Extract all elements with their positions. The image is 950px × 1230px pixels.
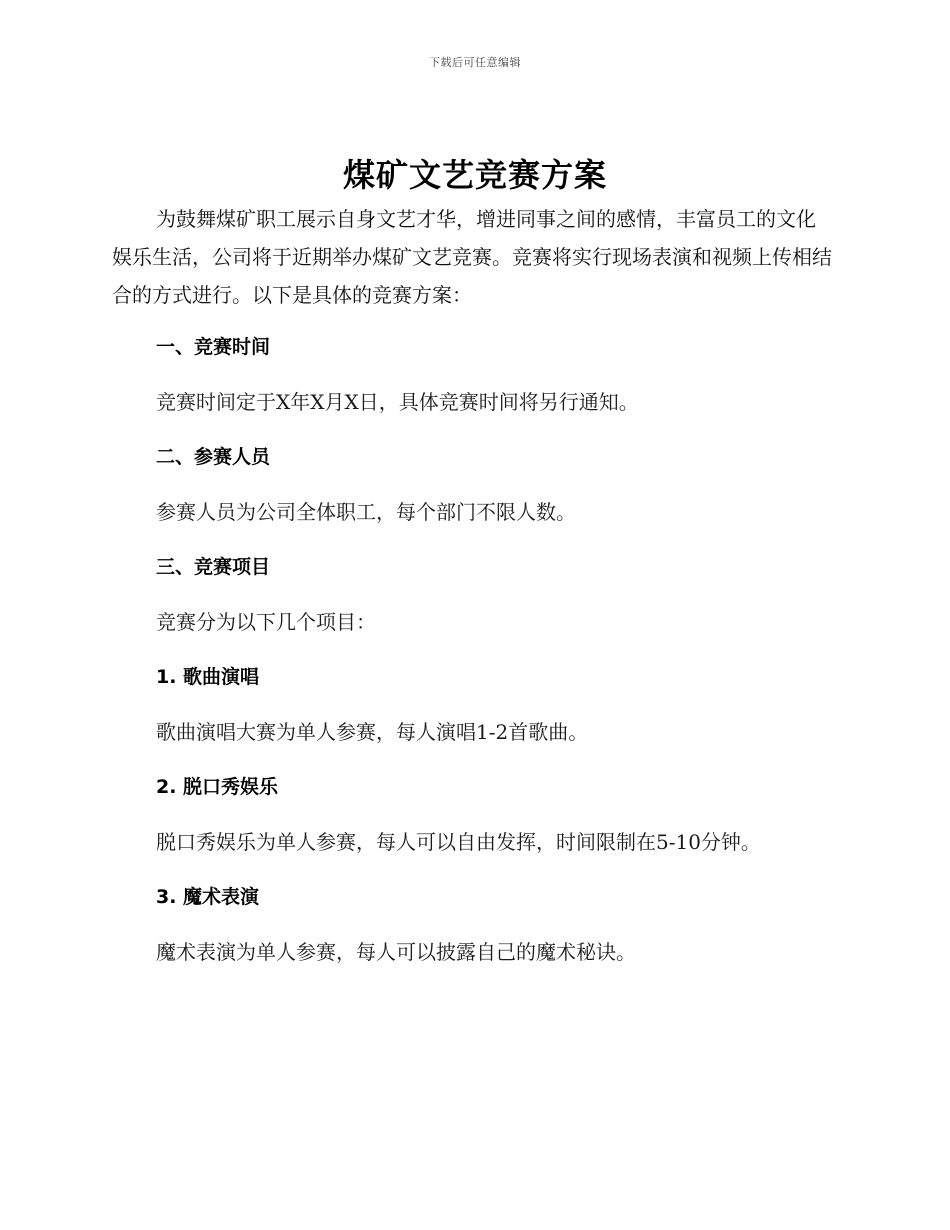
document-title: 煤矿文艺竞赛方案 [342, 156, 607, 194]
intro-paragraph: 为鼓舞煤矿职工展示自身文艺才华，增进同事之间的感情，丰富员工的文化娱乐生活，公司将于近期举办煤矿文艺竞赛。竞赛将实行现场表演和视频上传相结合的方式进行。以下是具体的竞赛方案： [112, 207, 832, 307]
section-heading: 1. 歌曲演唱 [156, 666, 260, 688]
section-time [112, 332, 832, 417]
section-text: 歌曲演唱大赛为单人参赛，每人演唱1-2首歌曲。 [156, 720, 589, 744]
section-heading: 二、参赛人员 [156, 446, 271, 468]
section-heading: 2. 脱口秀娱乐 [156, 776, 279, 798]
header-note: 下载后可任意编辑 [429, 56, 521, 69]
section-heading: 三、竞赛项目 [156, 556, 271, 578]
section-heading: 一、竞赛时间 [156, 336, 271, 358]
section-magic [112, 882, 832, 967]
section-text: 魔术表演为单人参赛，每人可以披露自己的魔术秘诀。 [156, 940, 636, 964]
section-talk-show [112, 772, 832, 857]
section-text: 参赛人员为公司全体职工，每个部门不限人数。 [156, 500, 576, 524]
section-singing [112, 662, 832, 747]
section-heading: 3. 魔术表演 [156, 886, 260, 908]
section-participants [112, 442, 832, 527]
section-text: 竞赛分为以下几个项目： [156, 610, 376, 634]
section-text: 竞赛时间定于X年X月X日，具体竞赛时间将另行通知。 [156, 390, 639, 414]
section-text: 脱口秀娱乐为单人参赛，每人可以自由发挥，时间限制在5-10分钟。 [156, 830, 761, 854]
section-events [112, 552, 832, 637]
document-body [112, 200, 832, 992]
